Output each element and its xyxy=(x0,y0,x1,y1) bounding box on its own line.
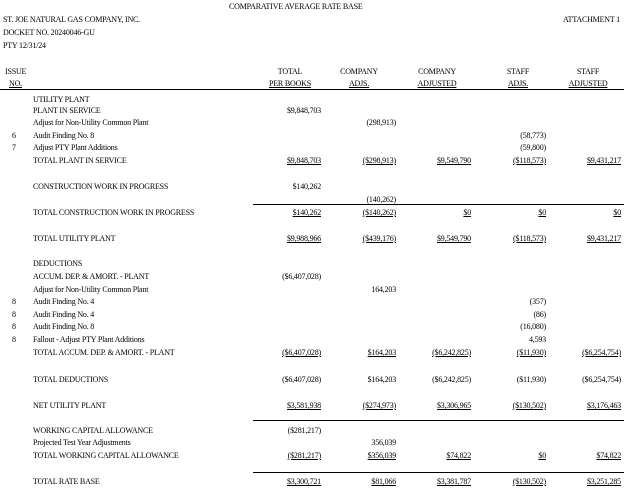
cell-staff-adj: ($11,930) xyxy=(516,348,546,357)
col-header-total: TOTAL xyxy=(277,67,303,76)
row-label: TOTAL ACCUM. DEP. & AMORT. - PLANT xyxy=(33,348,175,357)
cell-staff-adj: $0 xyxy=(538,208,546,217)
col-header-issue: ISSUE xyxy=(5,67,27,76)
cell-staff-adjusted: $3,251,285 xyxy=(586,477,621,486)
cell-staff-adjusted: $9,431,217 xyxy=(586,234,621,243)
col-header-staff-adjusted-2: ADJUSTED xyxy=(568,79,608,88)
cell-total: $9,988,966 xyxy=(286,234,321,243)
cell-total: ($6,407,028) xyxy=(282,272,321,281)
cell-staff-adj: (59,800) xyxy=(520,143,546,152)
issue-number: 8 xyxy=(12,322,16,331)
cell-staff-adj: ($118,573) xyxy=(512,156,546,165)
issue-number: 8 xyxy=(12,310,16,319)
issue-number: 6 xyxy=(12,131,16,140)
row-label: Adjust PTY Plant Additions xyxy=(33,143,118,152)
test-period: PTY 12/31/24 xyxy=(3,41,46,50)
cell-co-adjusted: $74,822 xyxy=(446,451,471,460)
header-rule xyxy=(0,89,624,90)
cell-total: $9,848,703 xyxy=(286,106,321,115)
row-label: TOTAL DEDUCTIONS xyxy=(33,375,109,384)
cell-co-adj: ($140,262) xyxy=(362,208,396,217)
cell-staff-adj: (86) xyxy=(533,310,546,319)
cell-co-adj: 356,039 xyxy=(371,438,396,447)
cell-staff-adj: 4,593 xyxy=(528,335,546,344)
cell-staff-adjusted: $9,431,217 xyxy=(586,156,621,165)
cell-total: ($6,407,028) xyxy=(282,375,321,384)
row-label: Projected Test Year Adjustments xyxy=(33,438,131,447)
col-header-company-adjusted: COMPANY xyxy=(418,67,456,76)
col-header-company-adjs-2: ADJS. xyxy=(348,79,370,88)
cell-co-adjusted: $3,381,787 xyxy=(436,477,471,486)
col-header-issue-no: NO. xyxy=(9,79,22,88)
cell-staff-adjusted: ($6,254,754) xyxy=(582,348,621,357)
company-name: ST. JOE NATURAL GAS COMPANY, INC. xyxy=(3,15,140,24)
cell-co-adj: $81,066 xyxy=(371,477,396,486)
row-label: Fallout - Adjust PTY Plant Additions xyxy=(33,335,145,344)
cell-staff-adj: (357) xyxy=(529,297,546,306)
docket-number: DOCKET NO. 20240046-GU xyxy=(3,28,95,37)
issue-number: 8 xyxy=(12,297,16,306)
cell-co-adj: 164,203 xyxy=(371,285,396,294)
issue-number: 8 xyxy=(12,335,16,344)
cell-co-adjusted: ($6,242,825) xyxy=(432,348,471,357)
row-label: WORKING CAPITAL ALLOWANCE xyxy=(33,426,153,435)
col-header-company-adjs: COMPANY xyxy=(340,67,378,76)
cell-co-adjusted: $0 xyxy=(463,208,471,217)
cell-co-adjusted: ($6,242,825) xyxy=(432,375,471,384)
row-label: DEDUCTIONS xyxy=(33,259,83,268)
row-label: Adjust for Non-Utility Common Plant xyxy=(33,118,149,127)
col-header-staff-adjs: STAFF xyxy=(506,67,530,76)
attachment-label: ATTACHMENT 1 xyxy=(562,15,620,24)
row-label: Audit Finding No. 8 xyxy=(33,322,95,331)
row-label: TOTAL CONSTRUCTION WORK IN PROGRESS xyxy=(33,208,195,217)
row-label: CONSTRUCTION WORK IN PROGRESS xyxy=(33,182,169,191)
cell-co-adj: ($274,973) xyxy=(362,401,396,410)
cell-total: $140,262 xyxy=(292,208,321,217)
row-label: UTILITY PLANT xyxy=(33,95,90,104)
row-label: ACCUM. DEP. & AMORT. - PLANT xyxy=(33,272,150,281)
cell-co-adjusted: $9,549,790 xyxy=(436,156,471,165)
cell-staff-adj: ($11,930) xyxy=(516,375,546,384)
cell-co-adj: (298,913) xyxy=(366,118,396,127)
issue-number: 7 xyxy=(12,143,16,152)
cell-total: ($6,407,028) xyxy=(282,348,321,357)
cell-co-adj: (140,262) xyxy=(366,195,396,204)
document-title: COMPARATIVE AVERAGE RATE BASE xyxy=(229,2,363,11)
row-label: Audit Finding No. 4 xyxy=(33,297,95,306)
row-label: Adjust for Non-Utility Common Plant xyxy=(33,285,149,294)
cell-staff-adj: ($118,573) xyxy=(512,234,546,243)
cell-staff-adj: ($130,502) xyxy=(512,401,546,410)
row-label: Audit Finding No. 8 xyxy=(33,131,95,140)
cell-co-adj: $164,203 xyxy=(367,348,396,357)
row-label: TOTAL UTILITY PLANT xyxy=(33,234,116,243)
cell-total: $9,848,703 xyxy=(286,156,321,165)
cell-staff-adj: $0 xyxy=(538,451,546,460)
cell-staff-adjusted: $74,822 xyxy=(596,451,621,460)
wca-rule xyxy=(253,472,624,473)
cell-staff-adj: ($130,502) xyxy=(512,477,546,486)
cell-co-adj: $164,203 xyxy=(367,375,396,384)
col-header-company-adjusted-2: ADJUSTED xyxy=(417,79,457,88)
cell-co-adj: ($298,913) xyxy=(362,156,396,165)
cell-total: ($281,217) xyxy=(287,451,321,460)
col-header-staff-adjs-2: ADJS. xyxy=(507,79,529,88)
col-header-staff-adjusted: STAFF xyxy=(576,67,600,76)
cell-co-adj: ($439,176) xyxy=(362,234,396,243)
col-header-per-books: PER BOOKS xyxy=(269,79,311,88)
cell-staff-adj: (58,773) xyxy=(520,131,546,140)
row-label: NET UTILITY PLANT xyxy=(33,401,107,410)
cell-staff-adjusted: ($6,254,754) xyxy=(582,375,621,384)
cell-staff-adjusted: $0 xyxy=(613,208,621,217)
cell-staff-adj: (16,080) xyxy=(520,322,546,331)
row-label: PLANT IN SERVICE xyxy=(33,106,101,115)
cell-co-adj: $356,039 xyxy=(367,451,396,460)
cell-total: ($281,217) xyxy=(287,426,321,435)
cell-total: $140,262 xyxy=(292,182,321,191)
cwip-rule xyxy=(253,204,624,205)
cell-staff-adjusted: $3,176,463 xyxy=(586,401,621,410)
row-label: TOTAL WORKING CAPITAL ALLOWANCE xyxy=(33,451,179,460)
cell-total: $3,581,938 xyxy=(286,401,321,410)
cell-co-adjusted: $3,306,965 xyxy=(436,401,471,410)
row-label: Audit Finding No. 4 xyxy=(33,310,95,319)
deductions-rule xyxy=(253,420,624,421)
cell-co-adjusted: $9,549,790 xyxy=(436,234,471,243)
row-label: TOTAL RATE BASE xyxy=(33,477,100,486)
row-label: TOTAL PLANT IN SERVICE xyxy=(33,156,127,165)
cell-total: $3,300,721 xyxy=(286,477,321,486)
